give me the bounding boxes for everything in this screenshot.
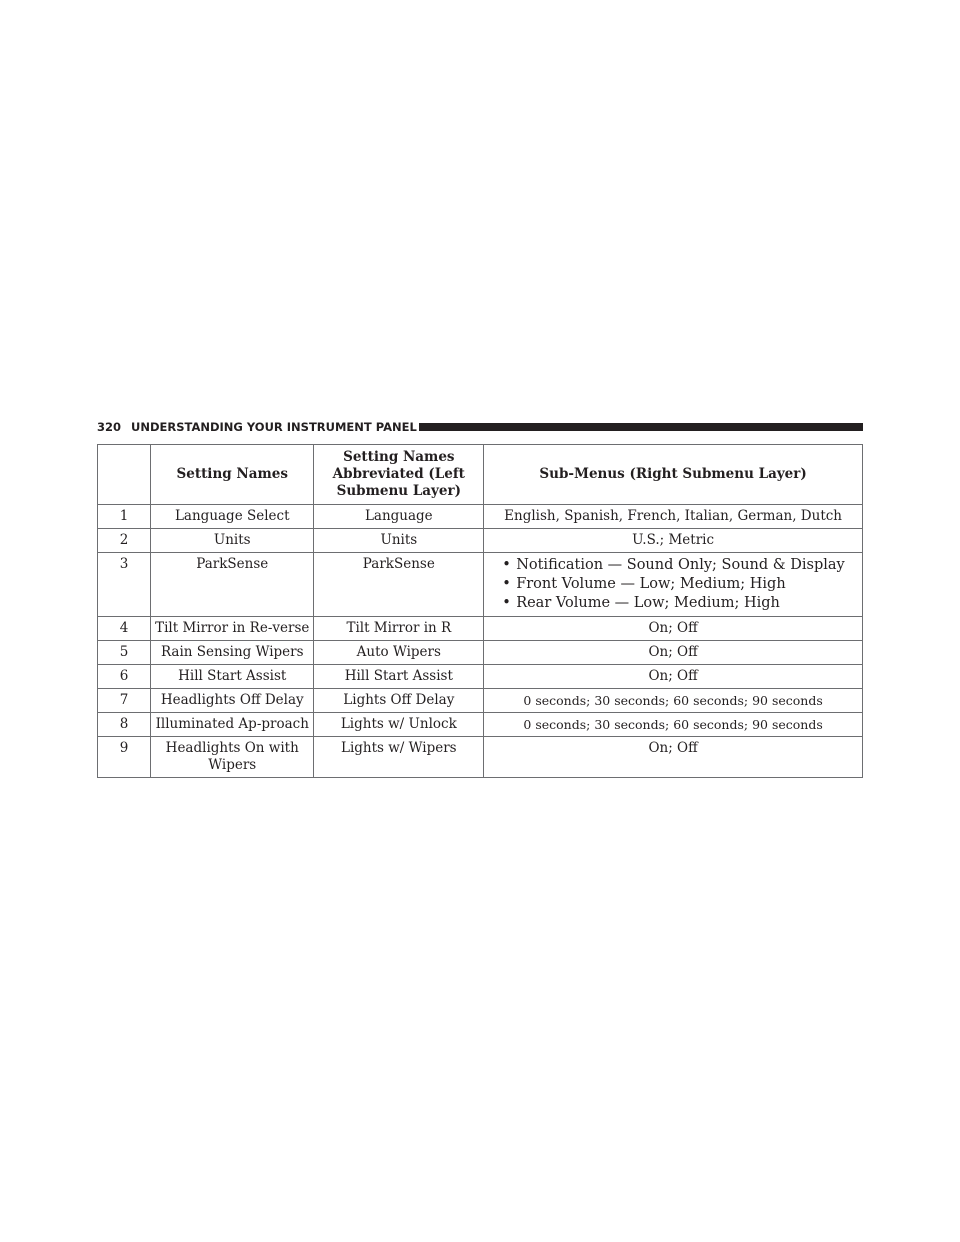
setting-abbreviation: Tilt Mirror in R — [314, 617, 484, 641]
setting-abbreviation: Units — [314, 529, 484, 553]
setting-name: ParkSense — [151, 553, 314, 617]
sub-menu-options: On; Off — [484, 665, 863, 689]
row-number: 8 — [98, 713, 151, 737]
setting-abbreviation: Language — [314, 505, 484, 529]
table-row — [98, 713, 863, 737]
table-row — [98, 689, 863, 713]
list-item: • Notification — Sound Only; Sound & Display — [502, 556, 858, 575]
section-title: UNDERSTANDING YOUR INSTRUMENT PANEL — [131, 420, 417, 434]
row-number: 7 — [98, 689, 151, 713]
table-row — [98, 529, 863, 553]
setting-name: Tilt Mirror in Re-verse — [151, 617, 314, 641]
header-abbreviated-names: Setting Names Abbreviated (Left Submenu Layer) — [314, 445, 484, 505]
sub-menu-options: On; Off — [484, 737, 863, 778]
table-row — [98, 665, 863, 689]
header-setting-names: Setting Names — [151, 445, 314, 505]
setting-name: Headlights On with Wipers — [151, 737, 314, 778]
setting-name: Illuminated Ap-proach — [151, 713, 314, 737]
table-header-row — [98, 445, 863, 505]
sub-menu-options: 0 seconds; 30 seconds; 60 seconds; 90 seconds — [484, 689, 863, 713]
header-sub-menus: Sub-Menus (Right Submenu Layer) — [484, 445, 863, 505]
sub-menu-options: 0 seconds; 30 seconds; 60 seconds; 90 seconds — [484, 713, 863, 737]
header-rule — [419, 423, 863, 431]
setting-name: Rain Sensing Wipers — [151, 641, 314, 665]
parksense-options-list — [488, 556, 858, 613]
list-item: • Front Volume — Low; Medium; High — [502, 575, 858, 594]
row-number: 2 — [98, 529, 151, 553]
row-number: 5 — [98, 641, 151, 665]
header-number — [98, 445, 151, 505]
sub-menu-options: English, Spanish, French, Italian, German, Dutch — [484, 505, 863, 529]
list-item: • Rear Volume — Low; Medium; High — [502, 594, 858, 613]
sub-menu-options — [484, 553, 863, 617]
sub-menu-options: On; Off — [484, 617, 863, 641]
setting-name: Units — [151, 529, 314, 553]
sub-menu-options: On; Off — [484, 641, 863, 665]
row-number: 9 — [98, 737, 151, 778]
row-number: 4 — [98, 617, 151, 641]
table-row — [98, 737, 863, 778]
table-row — [98, 641, 863, 665]
row-number: 6 — [98, 665, 151, 689]
setting-abbreviation: Auto Wipers — [314, 641, 484, 665]
sub-menu-options: U.S.; Metric — [484, 529, 863, 553]
page-number: 320 — [97, 420, 122, 434]
table-row — [98, 617, 863, 641]
table-row — [98, 505, 863, 529]
settings-table — [97, 444, 863, 778]
setting-abbreviation: Lights w/ Unlock — [314, 713, 484, 737]
setting-abbreviation: Lights Off Delay — [314, 689, 484, 713]
page-header — [97, 420, 863, 435]
setting-name: Headlights Off Delay — [151, 689, 314, 713]
setting-abbreviation: Hill Start Assist — [314, 665, 484, 689]
row-number: 1 — [98, 505, 151, 529]
setting-abbreviation: Lights w/ Wipers — [314, 737, 484, 778]
table-row — [98, 553, 863, 617]
setting-name: Language Select — [151, 505, 314, 529]
row-number: 3 — [98, 553, 151, 617]
setting-name: Hill Start Assist — [151, 665, 314, 689]
setting-abbreviation: ParkSense — [314, 553, 484, 617]
